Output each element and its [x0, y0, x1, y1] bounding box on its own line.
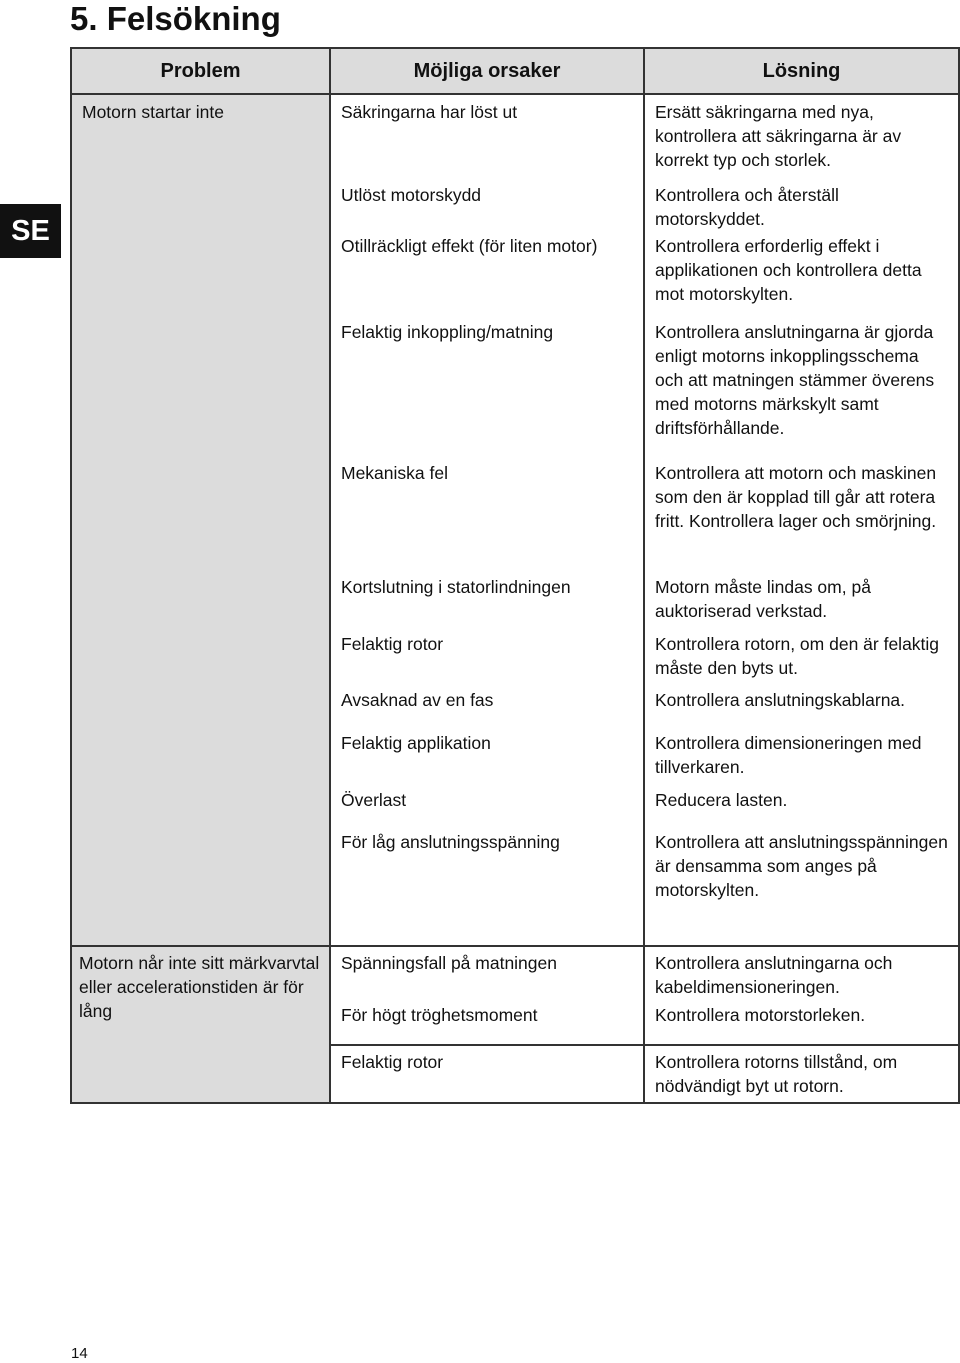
cause-cell: Felaktig applikation	[330, 731, 644, 788]
cause-cell: Utlöst motorskydd	[330, 178, 644, 234]
cause-cell: Överlast	[330, 788, 644, 830]
page-number: 14	[71, 1345, 88, 1362]
solution-cell: Kontrollera erforderlig effekt i applikationen och kontrollera detta mot motorskylten.	[644, 234, 959, 320]
table-row	[71, 946, 959, 1003]
table-header-row	[71, 48, 959, 94]
solution-cell: Motorn måste lindas om, på auktoriserad verkstad.	[644, 575, 959, 632]
cause-cell: Otillräckligt effekt (för liten motor)	[330, 234, 644, 320]
header-solution: Lösning	[644, 48, 959, 94]
header-problem: Problem	[71, 48, 330, 94]
cause-cell: Avsaknad av en fas	[330, 688, 644, 731]
cause-cell: Mekaniska fel	[330, 461, 644, 575]
solution-cell: Ersätt säkringarna med nya, kontrollera att säkringarna är av korrekt typ och storlek.	[644, 94, 959, 178]
problem-cell: Motorn startar inte	[71, 94, 330, 946]
cause-cell: Spänningsfall på matningen	[330, 946, 644, 1003]
solution-cell: Kontrollera att anslutningsspänningen är densamma som anges på motorskylten.	[644, 830, 959, 946]
page-title: 5. Felsökning	[70, 0, 281, 37]
solution-cell: Kontrollera motorstorleken.	[644, 1003, 959, 1045]
solution-cell: Kontrollera dimensioneringen med tillverkaren.	[644, 731, 959, 788]
problem-cell: Motorn når inte sitt märkvarvtal eller accelerationstiden är för lång	[71, 946, 330, 1103]
solution-cell: Kontrollera anslutningskablarna.	[644, 688, 959, 731]
cause-cell: Kortslutning i statorlindningen	[330, 575, 644, 632]
solution-cell: Reducera lasten.	[644, 788, 959, 830]
cause-cell: För högt tröghetsmoment	[330, 1003, 644, 1045]
cause-cell: Felaktig rotor	[330, 632, 644, 688]
solution-cell: Kontrollera rotorns tillstånd, om nödvändigt byt ut rotorn.	[644, 1045, 959, 1103]
troubleshooting-table	[70, 47, 960, 1104]
table-row	[71, 94, 959, 178]
solution-cell: Kontrollera att motorn och maskinen som den är kopplad till går att rotera fritt. Kontrollera lager och smörjning.	[644, 461, 959, 575]
cause-cell: Säkringarna har löst ut	[330, 94, 644, 178]
header-causes: Möjliga orsaker	[330, 48, 644, 94]
cause-cell: Felaktig rotor	[330, 1045, 644, 1103]
solution-cell: Kontrollera anslutningarna är gjorda enligt motorns inkopplingsschema och att matningen stämmer överens med motorns märkskylt samt driftsförhållande.	[644, 320, 959, 461]
cause-cell: Felaktig inkoppling/matning	[330, 320, 644, 461]
language-tab: SE	[0, 204, 61, 258]
solution-cell: Kontrollera och återställ motorskyddet.	[644, 178, 959, 234]
cause-cell: För låg anslutningsspänning	[330, 830, 644, 946]
solution-cell: Kontrollera anslutningarna och kabeldimensioneringen.	[644, 946, 959, 1003]
solution-cell: Kontrollera rotorn, om den är felaktig måste den byts ut.	[644, 632, 959, 688]
